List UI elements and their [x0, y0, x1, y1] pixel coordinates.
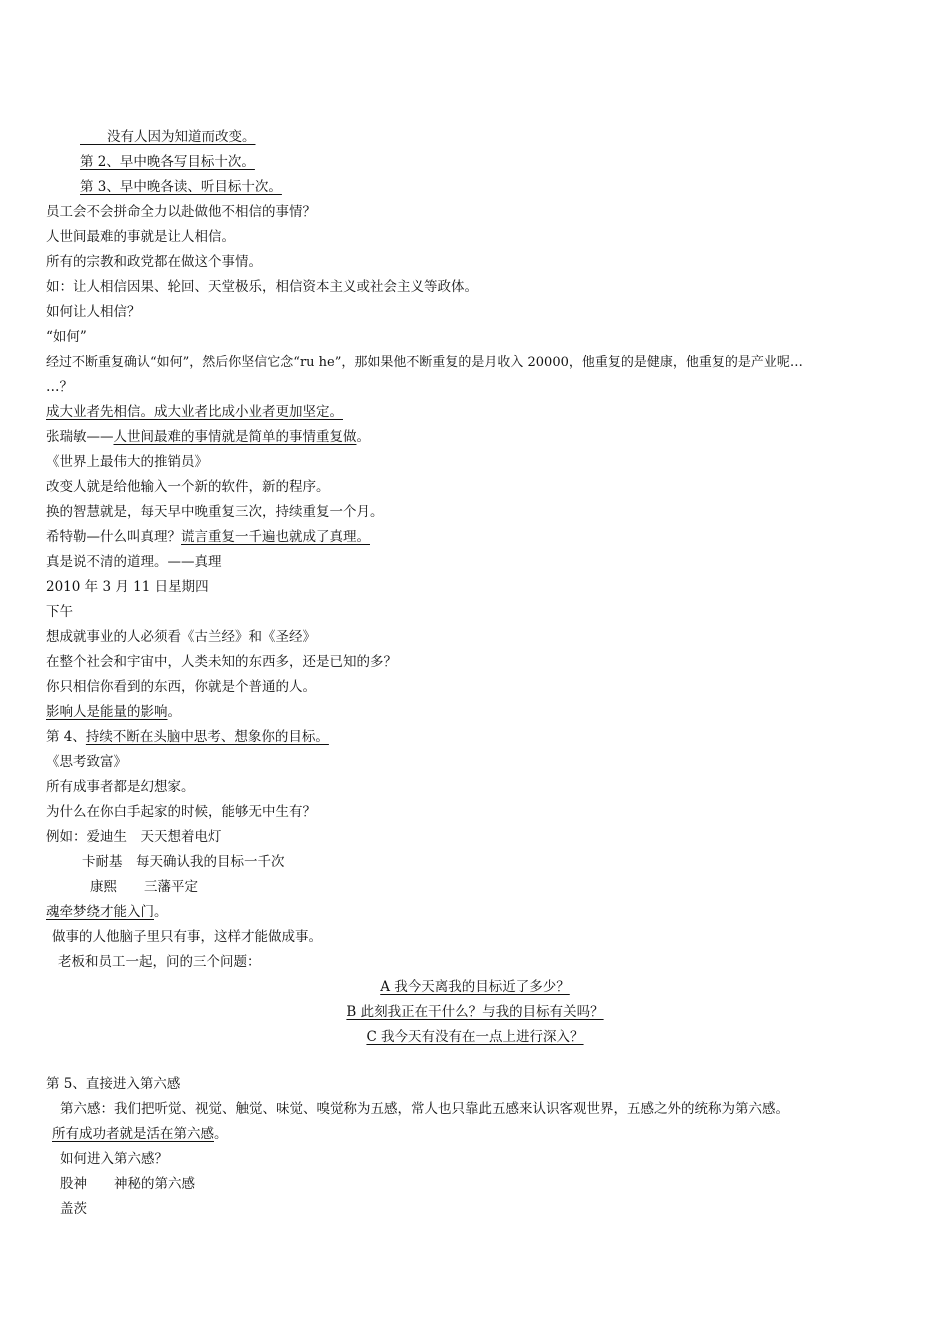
text-line: 《思考致富》 — [46, 754, 127, 770]
question-a — [0, 975, 950, 1000]
underlined-text: A 我今天离我的目标近了多少？ — [380, 979, 570, 995]
date-line: 2010 年 3 月 11 日星期四 — [46, 579, 209, 595]
text-line — [80, 175, 910, 200]
text-span: 。 — [154, 904, 168, 920]
underlined-text: 第 3、早中晚各读、听目标十次。 — [80, 179, 282, 195]
underlined-text: 成大业者先相信。成大业者比成小业者更加坚定。 — [46, 404, 343, 420]
text-span: 。 — [214, 1126, 228, 1142]
text-line: 人世间最难的事就是让人相信。 — [46, 229, 235, 245]
text-line: 做事的人他脑子里只有事，这样才能做成事。 — [52, 929, 322, 945]
text-line: 如何让人相信？ — [46, 304, 141, 320]
text-line: 老板和员工一起，问的三个问题： — [58, 954, 261, 970]
underlined-text: 所有成功者就是活在第六感 — [52, 1126, 214, 1142]
text-line — [46, 425, 910, 450]
text-line: 股神 神秘的第六感 — [60, 1176, 195, 1192]
underlined-text: 第 2、早中晚各写目标十次。 — [80, 154, 255, 170]
text-line: 真是说不清的道理。——真理 — [46, 554, 222, 570]
text-line — [80, 125, 910, 150]
text-line: 康熙 三藩平定 — [90, 879, 198, 895]
text-line: 你只相信你看到的东西，你就是个普通的人。 — [46, 679, 316, 695]
underlined-text: 持续不断在头脑中思考、想象你的目标。 — [85, 729, 329, 745]
text-line: 如何进入第六感？ — [60, 1151, 168, 1167]
underlined-text: 没有人因为知道而改变。 — [80, 129, 256, 145]
text-line: 所有成事者都是幻想家。 — [46, 779, 195, 795]
text-line: 想成就事业的人必须看《古兰经》和《圣经》 — [46, 629, 316, 645]
text-line: 员工会不会拼命全力以赴做他不相信的事情？ — [46, 204, 316, 220]
text-line: …？ — [46, 379, 73, 395]
text-span: 张瑞敏—— — [46, 429, 114, 445]
text-line: 《世界上最伟大的推销员》 — [46, 454, 208, 470]
text-line — [46, 525, 910, 550]
text-line: 卡耐基 每天确认我的目标一千次 — [82, 854, 285, 870]
underlined-text: C 我今天有没有在一点上进行深入？ — [366, 1029, 584, 1045]
text-line: 为什么在你白手起家的时候，能够无中生有？ — [46, 804, 316, 820]
question-b — [0, 1000, 950, 1025]
text-line: 改变人就是给他输入一个新的软件，新的程序。 — [46, 479, 330, 495]
text-line — [80, 150, 910, 175]
text-line: 在整个社会和宇宙中，人类未知的东西多，还是已知的多？ — [46, 654, 397, 670]
underlined-text: B 此刻我正在干什么？与我的目标有关吗？ — [346, 1004, 604, 1020]
text-line: 换的智慧就是，每天早中晚重复三次，持续重复一个月。 — [46, 504, 384, 520]
text-span: 希特勒—什么叫真理？ — [46, 529, 181, 545]
text-line: 所有的宗教和政党都在做这个事情。 — [46, 254, 262, 270]
question-c — [0, 1025, 950, 1050]
text-span: 第 4、 — [46, 729, 86, 745]
text-span: 。 — [167, 704, 181, 720]
text-line: 第六感：我们把听觉、视觉、触觉、味觉、嗅觉称为五感，常人也只靠此五感来认识客观世界，五感之外的统称为第六感。 — [60, 1101, 789, 1117]
section-heading: 第 5、直接进入第六感 — [46, 1076, 181, 1092]
underlined-text: 人世间最难的事情就是简单的事情重复做 — [113, 429, 357, 445]
text-line: “如何” — [46, 329, 87, 345]
text-line: 如：让人相信因果、轮回、天堂极乐，相信资本主义或社会主义等政体。 — [46, 279, 478, 295]
text-span: 。 — [356, 429, 370, 445]
text-line — [46, 900, 910, 925]
underlined-text: 谎言重复一千遍也就成了真理。 — [181, 529, 370, 545]
text-line — [46, 700, 910, 725]
text-line: 经过不断重复确认“如何”，然后你坚信它念“ru he”，那如果他不断重复的是月收入 20000，他重复的是健康，他重复的是产业呢… — [46, 355, 803, 370]
underlined-text: 影响人是能量的影响 — [46, 704, 168, 720]
underlined-text: 魂牵梦绕才能入门 — [46, 904, 154, 920]
text-line — [52, 1122, 910, 1147]
text-line: 盖茨 — [60, 1201, 87, 1217]
text-line: 例如：爱迪生 天天想着电灯 — [46, 829, 222, 845]
text-line — [46, 400, 910, 425]
text-line: 下午 — [46, 604, 73, 620]
text-line — [46, 725, 910, 750]
